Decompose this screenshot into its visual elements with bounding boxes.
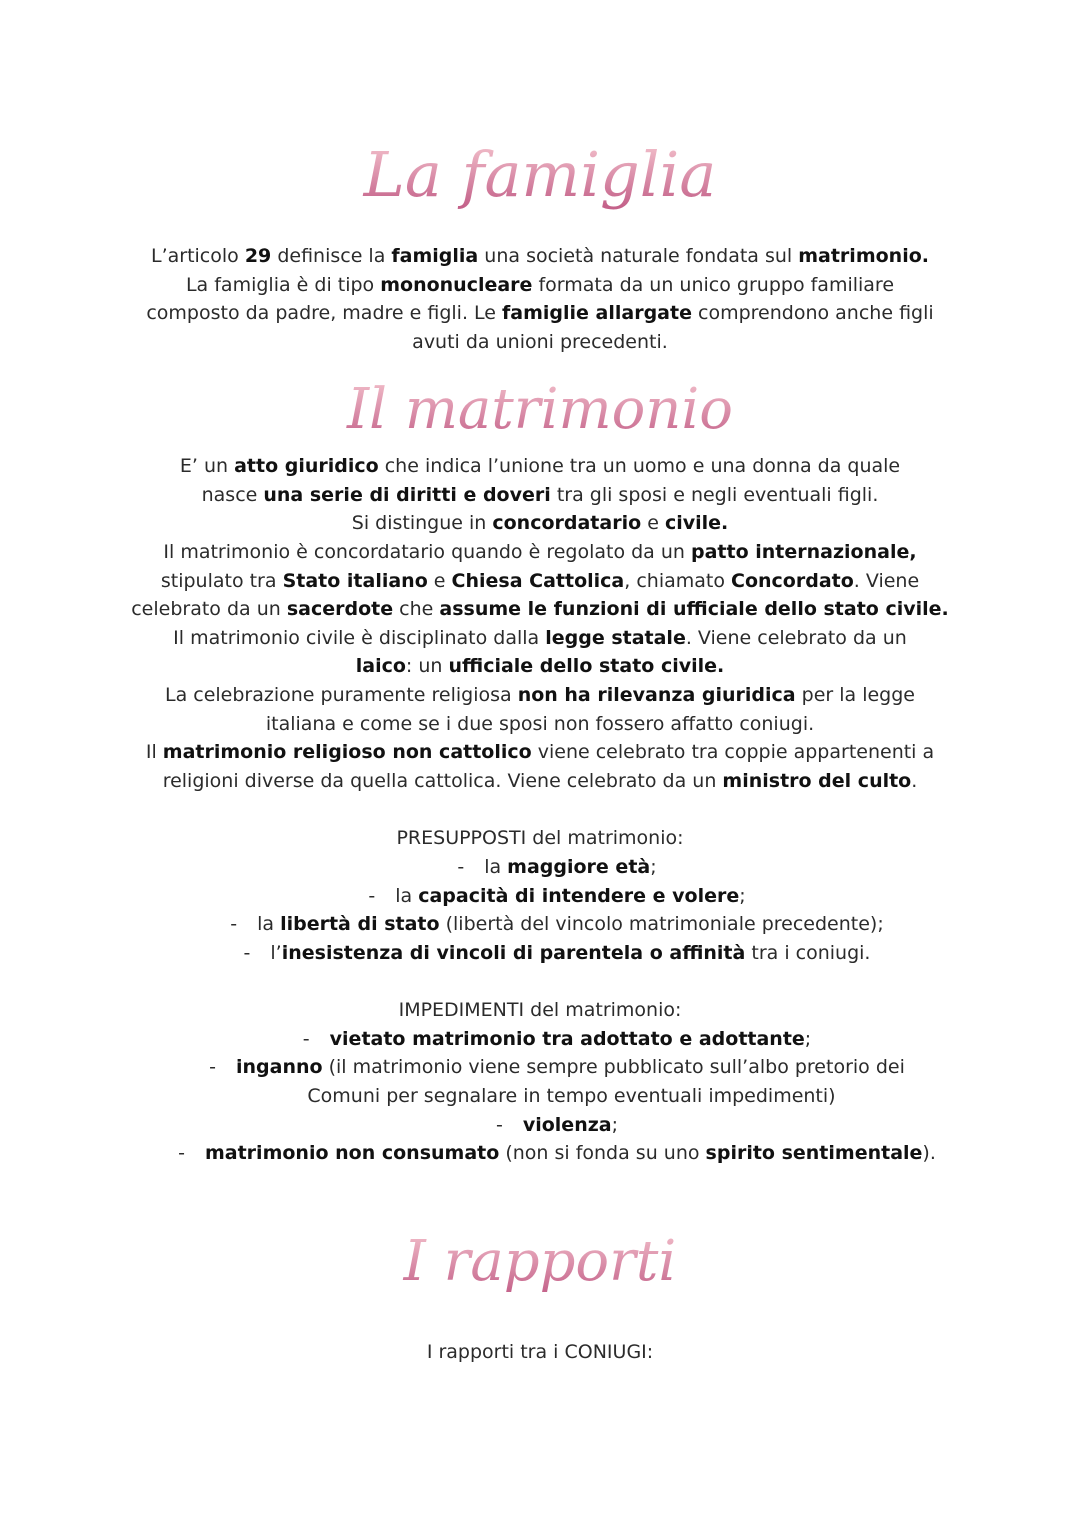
text: religioni diverse da quella cattolica. Viene celebrato da un: [162, 770, 723, 793]
text: ;: [804, 1027, 812, 1050]
title-i-rapporti: I rapporti: [0, 1217, 1080, 1307]
bold-text: Stato italiano: [282, 569, 428, 592]
text: Comuni per segnalare in tempo eventuali impedimenti): [307, 1085, 836, 1108]
text: Il: [145, 741, 163, 764]
text: e: [427, 569, 452, 592]
text: ;: [739, 884, 746, 907]
text-line: [0, 738, 1080, 767]
text-line: [0, 328, 1080, 357]
bold-text: libertà di stato: [280, 913, 440, 936]
bold-text: matrimonio.: [798, 245, 929, 267]
bold-text: ministro del culto: [722, 770, 912, 793]
bold-text: Chiesa Cattolica: [451, 569, 625, 592]
text: (libertà del vincolo matrimoniale precedente);: [439, 913, 884, 936]
title-il-matrimonio: Il matrimonio: [0, 365, 1080, 455]
bold-text: inganno: [235, 1056, 323, 1079]
text: E’ un: [179, 455, 235, 477]
text: Il matrimonio è concordatario quando è regolato da un: [163, 540, 691, 563]
bold-text: violenza: [522, 1113, 612, 1136]
text: viene celebrato tra coppie appartenenti a: [531, 741, 935, 764]
paragraph-rapporti: [0, 1338, 1080, 1367]
text-line: [0, 1082, 1080, 1111]
text: che: [393, 598, 440, 621]
bold-text: assume le funzioni di ufficiale dello stato civile.: [439, 598, 949, 621]
paragraph-famiglia: [0, 242, 1080, 357]
text: che indica l’unione tra un uomo e una donna da quale: [378, 455, 901, 477]
bullet-dash: -: [302, 1027, 310, 1050]
blank-line: [0, 796, 1080, 825]
text: ;: [611, 1113, 619, 1136]
text-line: [0, 710, 1080, 739]
text: l’: [270, 941, 282, 964]
text-line: [0, 271, 1080, 300]
bold-text: famiglia: [391, 245, 479, 267]
text: La celebrazione puramente religiosa: [164, 684, 518, 707]
list-item: [0, 910, 1080, 939]
text: tra gli sposi e negli eventuali figli.: [550, 483, 879, 506]
list-item: [0, 882, 1080, 911]
bold-text: Concordato: [731, 569, 854, 592]
bold-text: inesistenza di vincoli di parentela o affinità: [281, 941, 746, 964]
text: la: [484, 855, 508, 878]
paragraph-matrimonio: [0, 452, 1080, 1168]
bold-text: matrimonio non consumato: [204, 1142, 500, 1165]
text: la: [257, 913, 281, 936]
text: La famiglia è di tipo: [185, 273, 381, 296]
text: Il matrimonio civile è disciplinato dalla: [173, 626, 546, 649]
text: comprendono anche figli: [691, 302, 934, 325]
text-line: [0, 996, 1080, 1025]
text: , chiamato: [624, 569, 732, 592]
bold-text: spirito sentimentale: [705, 1142, 923, 1165]
bold-text: 29: [244, 245, 272, 267]
text: e: [641, 512, 665, 535]
text: la: [395, 884, 419, 907]
bullet-dash: -: [368, 884, 376, 907]
text: Si distingue in: [351, 512, 493, 535]
text: ;: [650, 855, 657, 878]
bold-text: atto giuridico: [234, 455, 379, 477]
bold-text: una serie di diritti e doveri: [263, 483, 551, 506]
bold-text: mononucleare: [380, 273, 533, 296]
text: definisce la: [271, 245, 392, 267]
text: (non si fonda su uno: [499, 1142, 706, 1165]
text: . Viene: [853, 569, 920, 592]
text-line: [0, 652, 1080, 681]
bold-text: vietato matrimonio tra adottato e adottante: [329, 1027, 805, 1050]
list-item: [0, 1111, 1080, 1140]
text: italiana e come se i due sposi non fossero affatto coniugi.: [265, 712, 815, 735]
text-line: [0, 538, 1080, 567]
text: : un: [405, 655, 449, 678]
text-line: [0, 1338, 1080, 1367]
text-line: [0, 824, 1080, 853]
bold-text: ufficiale dello stato civile.: [448, 655, 725, 678]
text: (il matrimonio viene sempre pubblicato sull’albo pretorio dei: [322, 1056, 905, 1079]
text: formata da un unico gruppo familiare: [532, 273, 895, 296]
bullet-dash: -: [495, 1113, 503, 1136]
text-line: [0, 681, 1080, 710]
text: avuti da unioni precedenti.: [412, 330, 668, 353]
bullet-dash: -: [178, 1142, 185, 1165]
list-item: [0, 939, 1080, 968]
text: per la legge: [795, 684, 915, 707]
text: ).: [922, 1142, 936, 1165]
text-line: [0, 452, 1080, 481]
text-line: [0, 509, 1080, 538]
text: nasce: [201, 483, 264, 506]
bullet-dash: -: [230, 913, 238, 936]
text-line: [0, 567, 1080, 596]
text: IMPEDIMENTI del matrimonio:: [398, 999, 682, 1022]
text: celebrato da un: [131, 598, 287, 621]
bold-text: maggiore età: [507, 855, 651, 878]
bold-text: patto internazionale,: [691, 540, 917, 563]
text: PRESUPPOSTI del matrimonio:: [396, 827, 684, 850]
bold-text: non ha rilevanza giuridica: [517, 684, 796, 707]
text: stipulato tra: [160, 569, 283, 592]
bold-text: sacerdote: [286, 598, 394, 621]
text-line: [0, 767, 1080, 796]
title-la-famiglia: La famiglia: [0, 130, 1080, 220]
bold-text: capacità di intendere e volere: [418, 884, 740, 907]
bold-text: concordatario: [492, 512, 642, 535]
blank-line: [0, 968, 1080, 997]
text-line: [0, 595, 1080, 624]
bold-text: laico: [355, 655, 406, 678]
text: tra i coniugi.: [745, 941, 871, 964]
list-item: [0, 1139, 1080, 1168]
bold-text: matrimonio religioso non cattolico: [162, 741, 532, 764]
text: .: [911, 770, 918, 793]
bold-text: legge statale: [545, 626, 686, 649]
bullet-dash: -: [243, 941, 251, 964]
bullet-dash: -: [209, 1056, 216, 1079]
text: L’articolo: [151, 245, 245, 267]
text: composto da padre, madre e figli. Le: [146, 302, 502, 325]
list-item: [0, 1053, 1080, 1082]
bold-text: famiglie allargate: [502, 302, 692, 325]
text: I rapporti tra i CONIUGI:: [426, 1341, 654, 1363]
bullet-dash: -: [457, 855, 465, 878]
list-item: [0, 1025, 1080, 1054]
bold-text: civile.: [664, 512, 729, 535]
text-line: [0, 242, 1080, 271]
text: una società naturale fondata sul: [478, 245, 799, 267]
list-item: [0, 853, 1080, 882]
text: . Viene celebrato da un: [685, 626, 907, 649]
text-line: [0, 624, 1080, 653]
text-line: [0, 481, 1080, 510]
text-line: [0, 299, 1080, 328]
